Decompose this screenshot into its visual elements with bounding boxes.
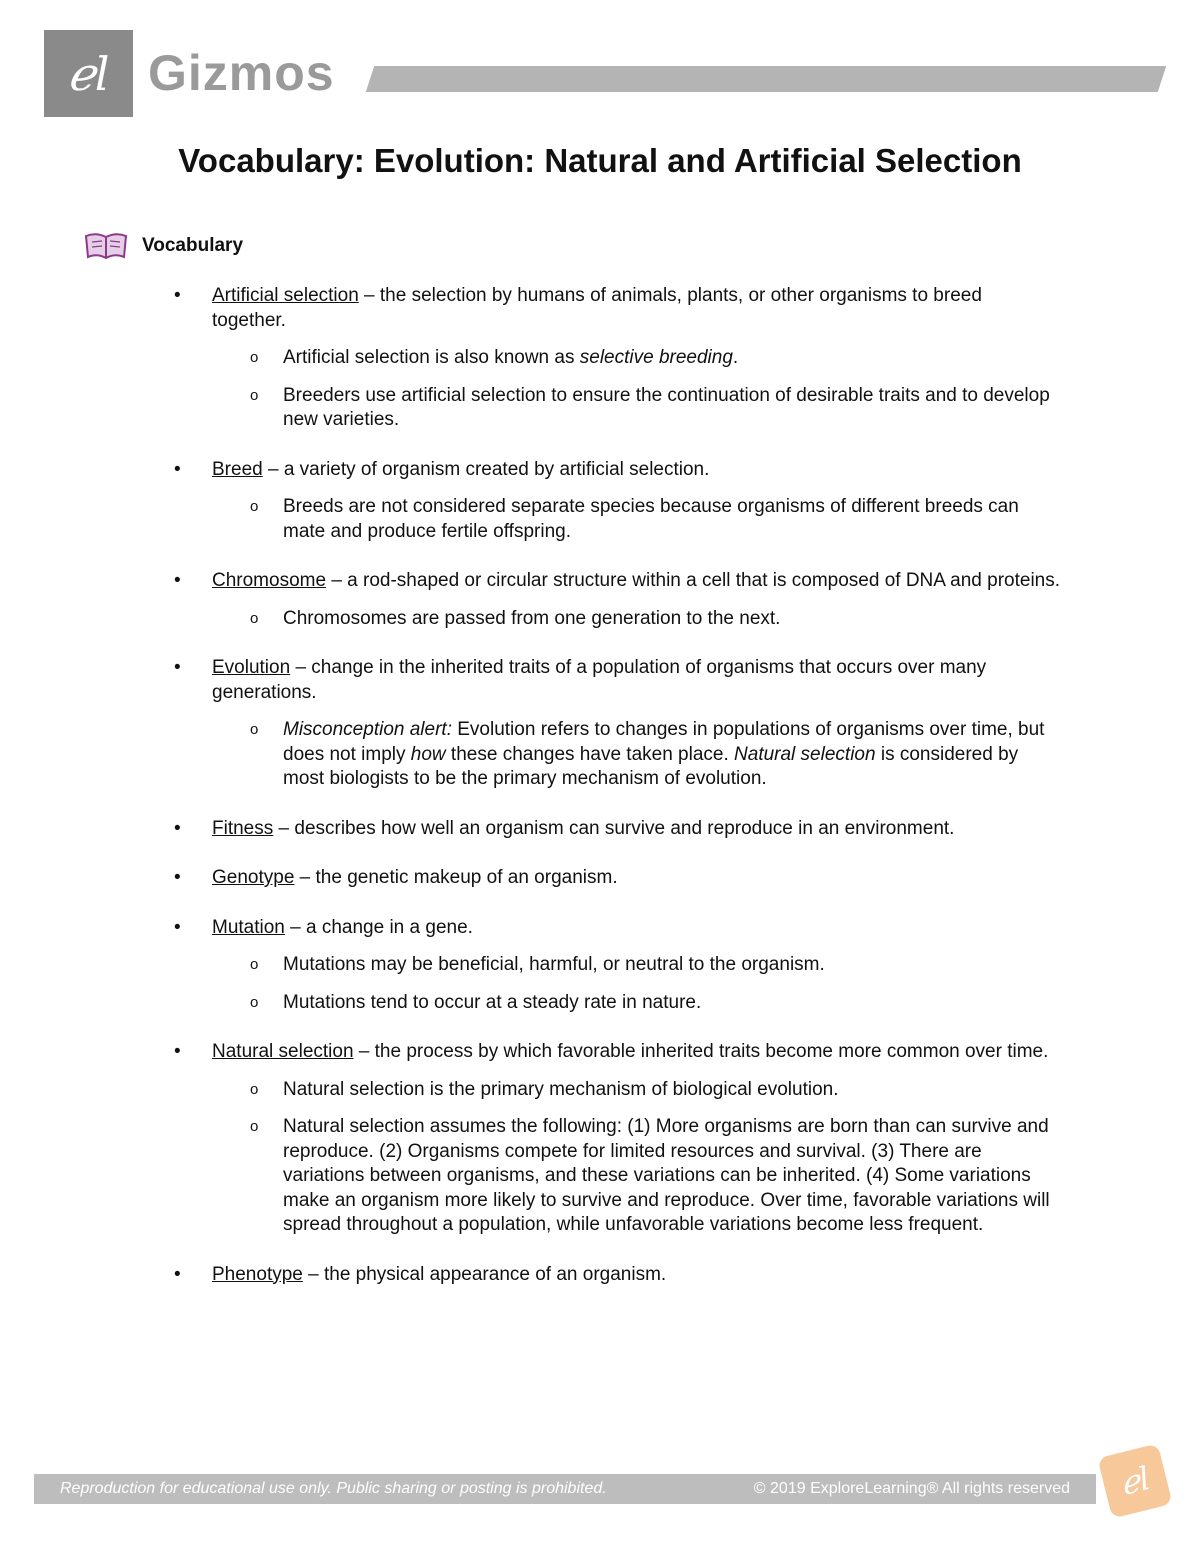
note-text: is considered by most biologists to be the primary mechanism of evolution. (283, 743, 1019, 789)
bullet-icon: • (174, 1263, 181, 1285)
sub-note (212, 384, 1060, 433)
vocab-term (0, 866, 1200, 891)
term-def-text: – describes how well an organism can survive and reproduce in an environment. (273, 817, 955, 839)
bullet-icon: • (174, 817, 181, 839)
sub-note (212, 991, 1060, 1016)
vocab-term (0, 916, 1200, 1016)
term-definition (212, 866, 1060, 891)
bullet-icon: • (174, 458, 181, 480)
note-text: Chromosomes are passed from one generation to the next. (283, 607, 781, 629)
section-heading-label: Vocabulary (142, 235, 244, 256)
term-def-text: – a rod-shaped or circular structure within a cell that is composed of DNA and proteins. (326, 570, 1061, 591)
circle-bullet-icon: o (250, 1118, 259, 1135)
term-word: Evolution (212, 657, 291, 678)
circle-bullet-icon: o (250, 1080, 259, 1098)
italic-text: Natural selection (734, 743, 876, 765)
italic-text: how (410, 743, 446, 765)
vocab-term (0, 1263, 1200, 1288)
bullet-icon: • (174, 916, 181, 938)
term-def-text: – a change in a gene. (284, 916, 473, 938)
vocab-term (0, 569, 1200, 631)
vocab-term (0, 458, 1200, 545)
term-definition (212, 284, 1060, 333)
term-word: Natural selection (212, 1041, 354, 1062)
brand-name: Gizmos (148, 45, 335, 101)
note-text: . (732, 347, 739, 368)
footer (34, 1474, 1096, 1504)
term-definition (212, 817, 1060, 842)
circle-bullet-icon: o (250, 993, 259, 1011)
circle-bullet-icon: o (250, 609, 259, 627)
bullet-icon: • (174, 1041, 181, 1062)
circle-bullet-icon: o (250, 386, 259, 404)
term-definition (212, 569, 1060, 594)
term-definition (212, 916, 1060, 941)
circle-bullet-icon: o (250, 956, 259, 973)
term-def-text: – a variety of organism created by artificial selection. (262, 458, 710, 480)
note-text: Breeds are not considered separate species because organisms of different breeds can mate and produce fertile offspring. (283, 496, 1019, 542)
term-word: Artificial selection (212, 285, 359, 306)
vocab-term (0, 1040, 1200, 1238)
term-definition (212, 458, 1060, 483)
term-word: Mutation (212, 916, 285, 938)
header-bar (366, 66, 1166, 92)
vocabulary-list (0, 284, 1200, 1312)
footer-notice: Reproduction for educational use only. Public sharing or posting is prohibited. (60, 1480, 607, 1497)
note-text: Breeders use artificial selection to ensure the continuation of desirable traits and to develop new varieties. (283, 384, 1050, 430)
term-word: Chromosome (212, 570, 327, 591)
term-def-text: – the selection by humans of animals, plants, or other organisms to breed together. (212, 285, 982, 331)
note-text: Natural selection assumes the following: (1) More organisms are born than can survive and reproduce. (2) Organisms compete for limited resources and survival. (3) There are variations between organisms, and these variations can be inherited. (4) Some variations make an organism more likely to survive and reproduce. Over time, favorable variations will spread throughout a population, while unfavorable variations become less frequent. (283, 1116, 1050, 1235)
page-title: Vocabulary: Evolution: Natural and Artificial Selection (178, 142, 1022, 179)
sub-note (212, 953, 1060, 978)
term-def-text: – the process by which favorable inherited traits become more common over time. (353, 1041, 1049, 1062)
section-heading (84, 232, 243, 260)
sub-note (212, 718, 1060, 792)
sub-note (212, 607, 1060, 632)
italic-text: Misconception alert: (283, 719, 452, 740)
sub-note (212, 1115, 1060, 1238)
el-badge-icon: ℯl (1097, 1443, 1172, 1518)
el-logo-icon: ℯl (44, 30, 133, 117)
italic-text: selective breeding (579, 347, 733, 368)
footer-copyright: © 2019 ExploreLearning® All rights reserved (753, 1480, 1070, 1497)
bullet-icon: • (174, 285, 181, 306)
note-text: Artificial selection is also known as (283, 347, 580, 368)
term-def-text: – the genetic makeup of an organism. (294, 867, 618, 888)
term-word: Phenotype (212, 1263, 303, 1285)
vocab-term (0, 656, 1200, 792)
circle-bullet-icon: o (250, 498, 259, 515)
sub-note (212, 346, 1060, 371)
note-text: Evolution refers to changes in populations of organisms over time, but does not imply (283, 719, 1045, 765)
sub-note (212, 495, 1060, 544)
note-text: Mutations may be beneficial, harmful, or neutral to the organism. (283, 954, 825, 975)
bullet-icon: • (174, 867, 181, 888)
bullet-icon: • (174, 570, 181, 591)
bullet-icon: • (174, 657, 181, 678)
sub-note (212, 1078, 1060, 1103)
term-definition (212, 656, 1060, 705)
circle-bullet-icon: o (250, 349, 259, 366)
term-definition (212, 1040, 1060, 1065)
circle-bullet-icon: o (250, 721, 259, 738)
term-word: Fitness (212, 817, 274, 839)
vocab-term (0, 817, 1200, 842)
book-icon (84, 232, 128, 260)
note-text: Mutations tend to occur at a steady rate in nature. (283, 991, 702, 1013)
note-text: these changes have taken place. (445, 743, 735, 765)
term-definition (212, 1263, 1060, 1288)
vocab-term (0, 284, 1200, 433)
term-def-text: – change in the inherited traits of a population of organisms that occurs over many generations. (212, 657, 987, 703)
header (44, 30, 1164, 120)
term-word: Breed (212, 458, 263, 480)
note-text: Natural selection is the primary mechanism of biological evolution. (283, 1078, 839, 1100)
term-def-text: – the physical appearance of an organism. (302, 1263, 667, 1285)
term-word: Genotype (212, 867, 295, 888)
